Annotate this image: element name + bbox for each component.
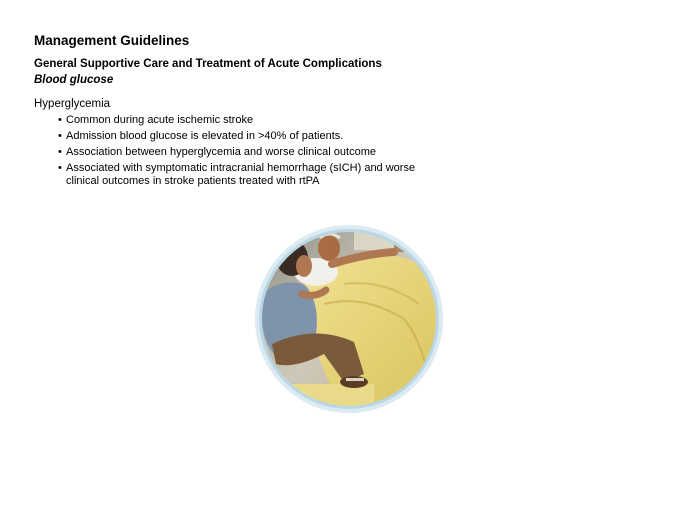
bullet-item: • Associated with symptomatic intracranial hemorrhage (sICH) and worse clinical outcomes in stroke patients treated with rtPA (58, 162, 418, 188)
patient-care-photo (254, 224, 444, 414)
bullet-list (58, 114, 418, 191)
section-heading: Hyperglycemia (34, 98, 111, 110)
slide-title: Management Guidelines (34, 33, 190, 48)
bullet-item: • Association between hyperglycemia and worse clinical outcome (58, 146, 418, 159)
bullet-item: • Admission blood glucose is elevated in >40% of patients. (58, 130, 418, 143)
slide-subtitle-italic: Blood glucose (34, 74, 114, 86)
slide-subtitle: General Supportive Care and Treatment of Acute Complications (34, 58, 382, 70)
bullet-item: • Common during acute ischemic stroke (58, 114, 418, 127)
